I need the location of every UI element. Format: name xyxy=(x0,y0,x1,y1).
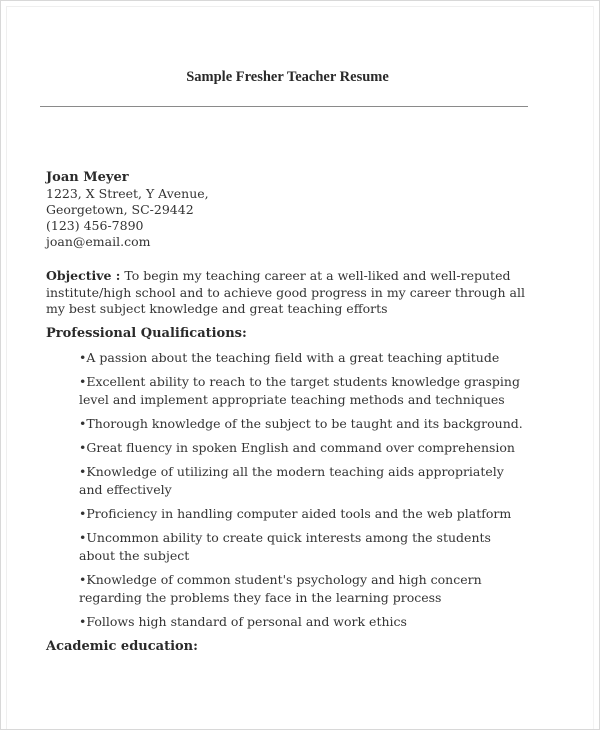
list-item: •Uncommon ability to create quick interests among the students about the subject xyxy=(79,530,491,563)
qualifications-list xyxy=(79,349,529,637)
phone: (123) 456-7890 xyxy=(46,218,144,233)
candidate-name: Joan Meyer xyxy=(46,170,129,185)
list-item: •Proficiency in handling computer aided tools and the web platform xyxy=(79,506,512,521)
objective-text: To begin my teaching career at a well-liked and well-reputed institute/high school and to achieve good progress in my career through all my best subject knowledge and great teaching efforts xyxy=(46,268,525,316)
title-divider xyxy=(40,106,528,107)
address-line-2: Georgetown, SC-29442 xyxy=(46,202,194,217)
objective-label: Objective : xyxy=(46,268,121,283)
list-item: •Knowledge of common student's psychology and high concern regarding the problems they face in the learning process xyxy=(79,572,482,605)
objective-section xyxy=(46,268,536,318)
list-item: •A passion about the teaching field with a great teaching aptitude xyxy=(79,350,500,365)
contact-block xyxy=(46,170,209,250)
education-heading: Academic education: xyxy=(46,639,198,654)
document-title: Sample Fresher Teacher Resume xyxy=(186,69,389,85)
list-item: •Follows high standard of personal and work ethics xyxy=(79,614,407,629)
address-line-1: 1223, X Street, Y Avenue, xyxy=(46,186,209,201)
list-item: •Excellent ability to reach to the target students knowledge grasping level and implement appropriate teaching methods and techniques xyxy=(79,374,520,407)
email: joan@email.com xyxy=(46,234,151,249)
list-item: •Thorough knowledge of the subject to be taught and its background. xyxy=(79,416,523,431)
list-item: •Knowledge of utilizing all the modern teaching aids appropriately and effectively xyxy=(79,464,504,497)
qualifications-heading: Professional Qualifications: xyxy=(46,326,247,341)
list-item: •Great fluency in spoken English and command over comprehension xyxy=(79,440,515,455)
